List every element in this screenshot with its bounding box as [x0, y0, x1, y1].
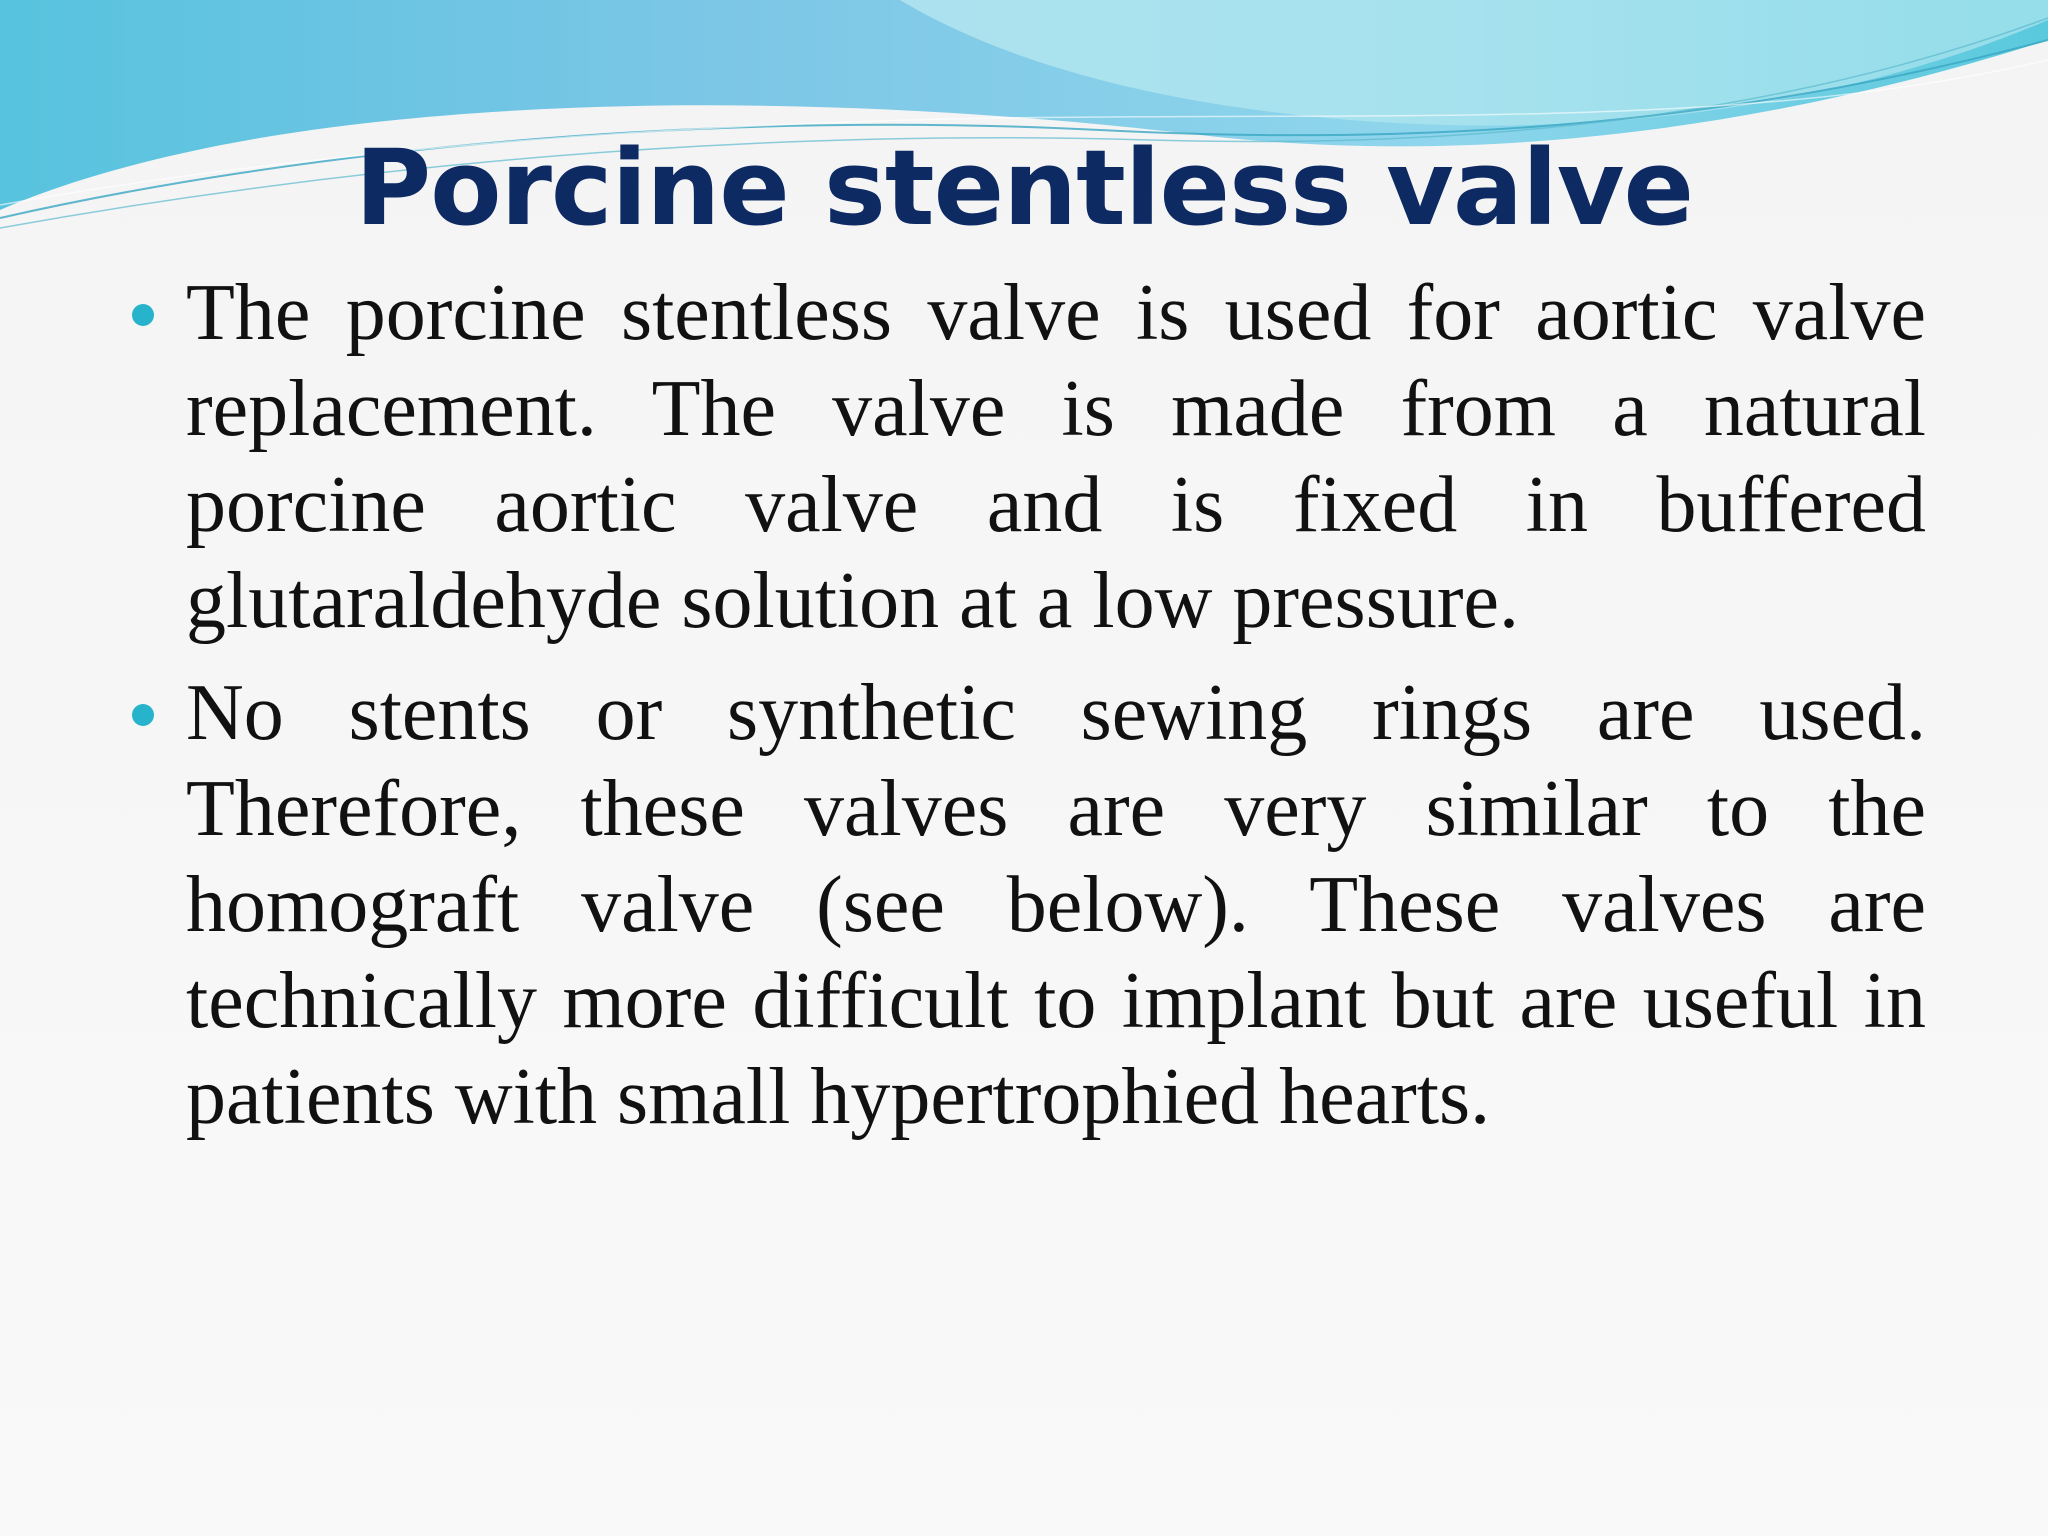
bullet-item [130, 265, 1926, 649]
bullet-dot-icon [132, 704, 154, 726]
bullet-item [130, 665, 1926, 1145]
bullet-text: No stents or synthetic sewing rings are used. Therefore, these valves are very similar to the homograft valve (see below). These valves are technically more difficult to implant but are useful in patients with small hypertrophied hearts. [186, 669, 1926, 1141]
bullet-text: The porcine stentless valve is used for aortic valve replacement. The valve is made from a natural porcine aortic valve and is fixed in buffered glutaraldehyde solution at a low pressure. [186, 269, 1926, 645]
bullet-list [130, 265, 1926, 1161]
slide-title: Porcine stentless valve [354, 127, 1694, 249]
bullet-dot-icon [132, 304, 154, 326]
